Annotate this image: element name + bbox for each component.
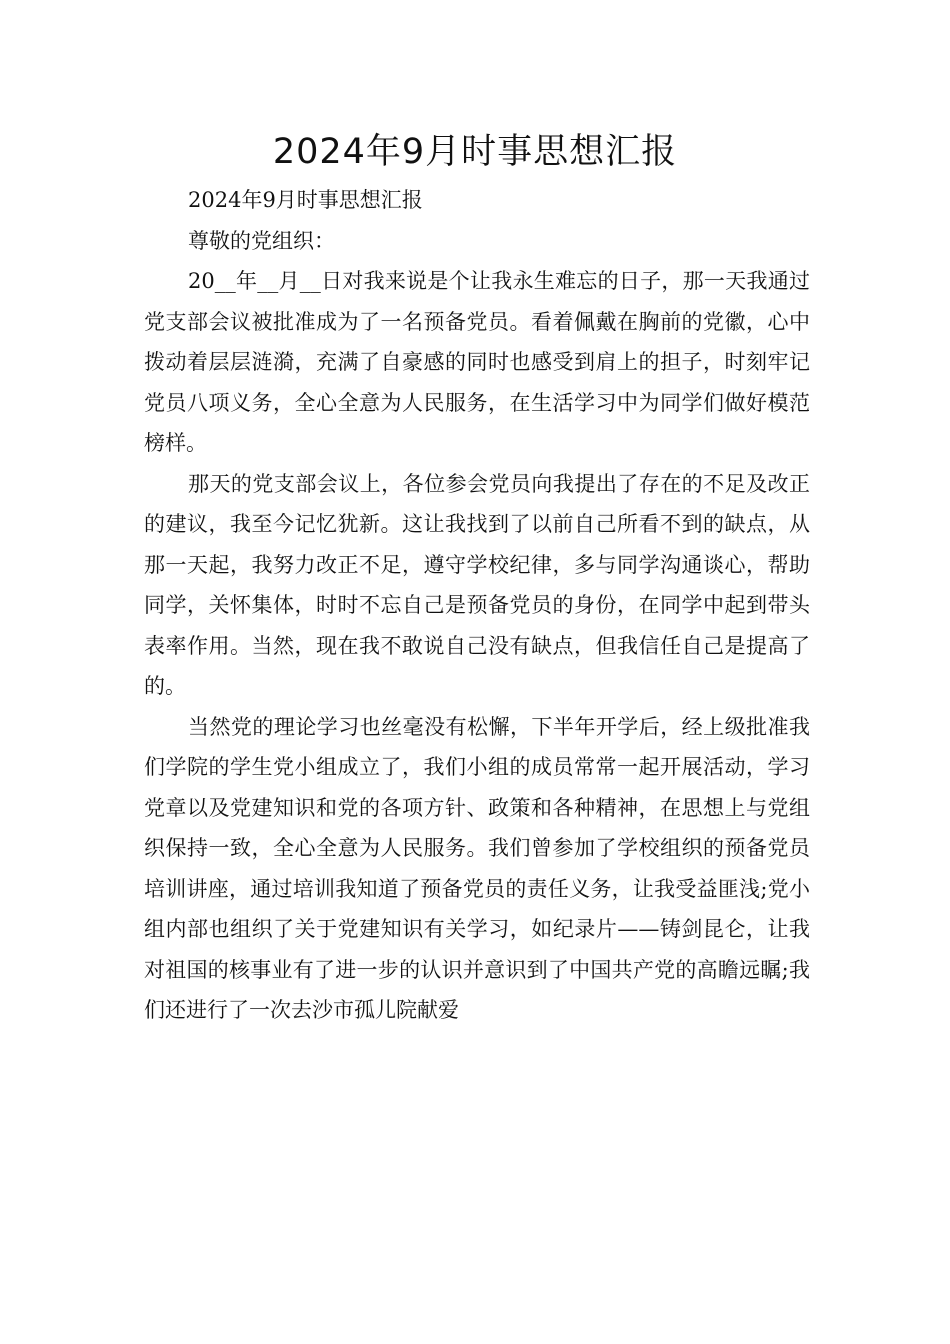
body-paragraph: 那天的党支部会议上，各位参会党员向我提出了存在的不足及改正的建议，我至今记忆犹新。这让我找到了以前自己所看不到的缺点，从那一天起，我努力改正不足，遵守学校纪律，多与同学沟通谈心，帮助同学，关怀集体，时时不忘自己是预备党员的身份，在同学中起到带头表率作用。当然，现在我不敢说自己没有缺点，但我信任自己是提高了的。: [144, 471, 810, 698]
body-paragraph: 20__年__月__日对我来说是个让我永生难忘的日子，那一天我通过党支部会议被批准成为了一名预备党员。看着佩戴在胸前的党徽，心中拨动着层层涟漪，充满了自豪感的同时也感受到肩上的担子，时刻牢记党员八项义务，全心全意为人民服务，在生活学习中为同学们做好模范榜样。: [144, 269, 810, 455]
body-paragraph: 当然党的理论学习也丝毫没有松懈，下半年开学后，经上级批准我们学院的学生党小组成立了，我们小组的成员常常一起开展活动，学习党章以及党建知识和党的各项方针、政策和各种精神，在思想上与党组织保持一致，全心全意为人民服务。我们曾参加了学校组织的预备党员培训讲座，通过培训我知道了预备党员的责任义务，让我受益匪浅;党小组内部也组织了关于党建知识有关学习，如纪录片——铸剑昆仑，让我对祖国的核事业有了进一步的认识并意识到了中国共产党的高瞻远瞩;我们还进行了一次去沙市孤儿院献爱: [144, 714, 810, 1022]
document-body: [144, 180, 810, 1031]
document-title: 2024年9月时事思想汇报: [272, 132, 678, 172]
subtitle-paragraph: 2024年9月时事思想汇报: [188, 188, 423, 212]
salutation-paragraph: 尊敬的党组织：: [188, 228, 335, 253]
